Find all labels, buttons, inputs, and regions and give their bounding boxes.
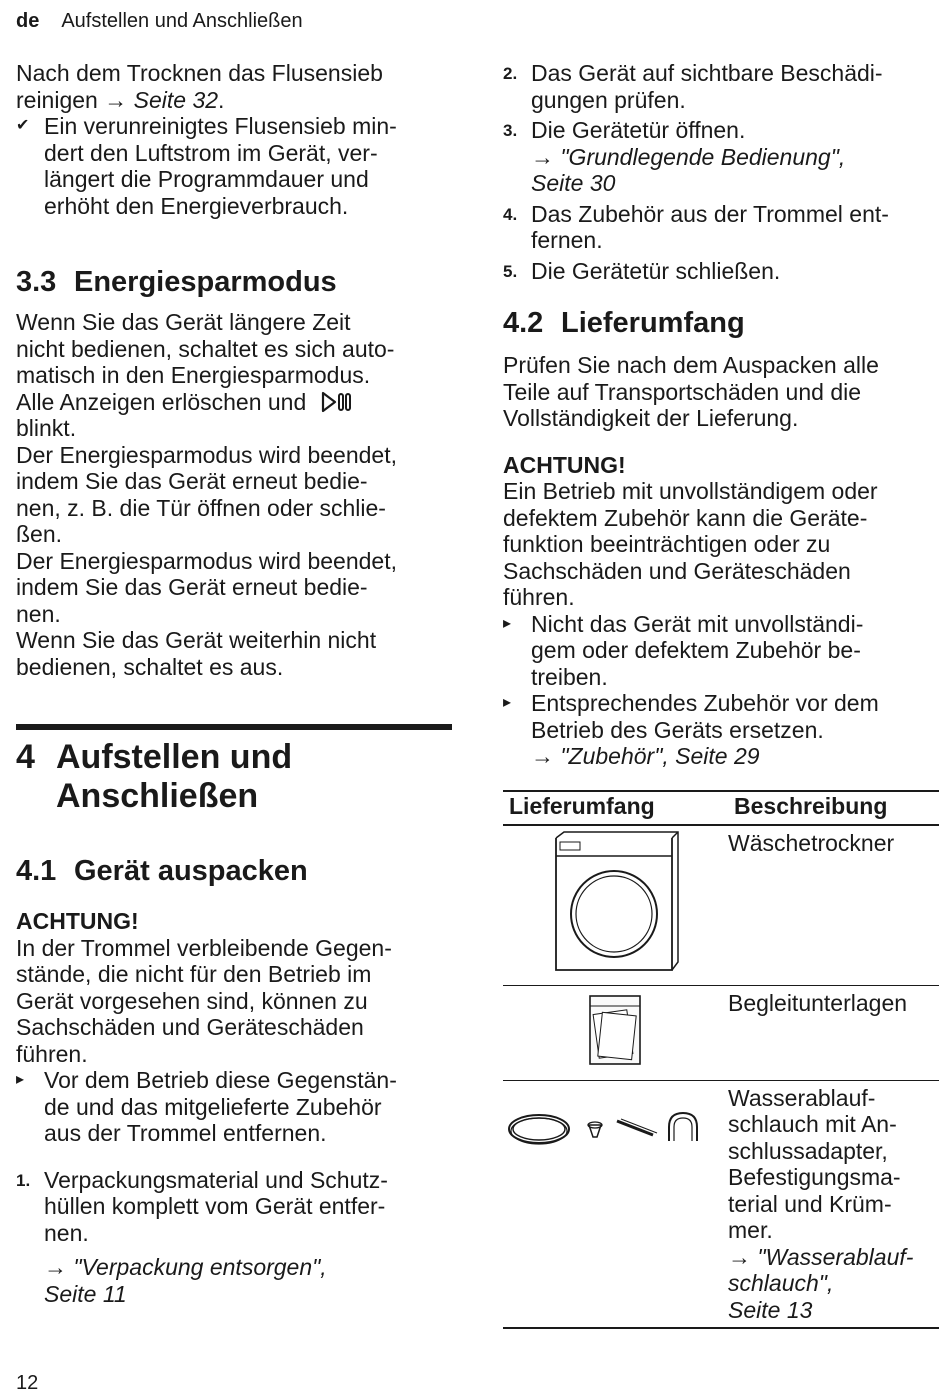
text-line: indem Sie das Gerät erneut bedie- (16, 574, 368, 600)
text-line: Das Gerät auf sichtbare Beschädi- (531, 60, 883, 86)
warning-title: ACHTUNG! (503, 451, 626, 478)
cross-reference-link[interactable]: → "Grundlegende Bedienung", (531, 143, 846, 170)
section-title: Lieferumfang (561, 307, 745, 339)
text-line: treiben. (531, 663, 608, 690)
text-line: nen. (16, 600, 61, 627)
text-line: Teile auf Transportschäden und die (503, 378, 862, 405)
text-line (16, 389, 452, 416)
text-line: führen. (503, 584, 575, 610)
table-header-row (503, 791, 939, 825)
text-line: Die Gerätetür öffnen. (531, 117, 746, 143)
step-number: 1. (16, 1170, 31, 1190)
column-header: Beschreibung (728, 791, 939, 825)
item-image-cell (503, 825, 728, 986)
text-line: bedienen, schaltet es aus. (16, 653, 284, 680)
step-4 (503, 201, 939, 254)
text-line: Der Energiesparmodus wird beendet, (16, 547, 397, 574)
text-line: längert die Programmdauer und (44, 166, 369, 192)
intro-line: Nach dem Trocknen das Flusensieb (16, 60, 383, 86)
delivery-scope-table (503, 790, 939, 1330)
intro-suffix: . (218, 86, 225, 113)
description-text: Begleitunterlagen (728, 990, 908, 1016)
text-line: Betrieb des Geräts ersetzen. (531, 716, 824, 743)
item-image-cell (503, 986, 728, 1081)
page-link[interactable]: Seite 32 (133, 86, 219, 113)
description-cell (728, 986, 939, 1081)
column-header: Lieferumfang (503, 791, 728, 825)
triangle-bullet-icon: ▸ (16, 1071, 25, 1088)
intro-line (16, 87, 452, 114)
step-number: 4. (503, 204, 518, 224)
documents-illustration (586, 990, 646, 1070)
text-line: Der Energiesparmodus wird beendet, (16, 441, 397, 468)
result-item (16, 113, 452, 219)
right-column (503, 60, 939, 1329)
dryer-illustration (546, 830, 686, 976)
chapter-title-line: Aufstellen und (56, 738, 293, 776)
cross-reference-link[interactable]: Seite 11 (44, 1280, 127, 1307)
step-number: 3. (503, 121, 518, 140)
step-2 (503, 60, 939, 113)
sec33-body (16, 309, 452, 680)
hose-accessories-illustration (503, 1105, 713, 1155)
checkmark-icon: ✔ (16, 117, 30, 134)
action-item (503, 611, 939, 691)
step-number: 2. (503, 64, 518, 83)
section-number: 4.2 (503, 307, 544, 339)
text-line: aus der Trommel entfernen. (44, 1120, 327, 1146)
text-line: gungen prüfen. (531, 86, 686, 113)
cross-reference-link[interactable]: → "Verpackung entsorgen", (44, 1254, 327, 1280)
text-line: Sachschäden und Geräteschäden (16, 1014, 364, 1040)
text-line: Wenn Sie das Gerät längere Zeit (16, 309, 351, 335)
text-line: indem Sie das Gerät erneut bedie- (16, 468, 368, 494)
text-line: defektem Zubehör kann die Geräte- (503, 504, 868, 531)
text-line: führen. (16, 1040, 88, 1067)
sec42-body (503, 352, 939, 432)
text-line: fernen. (531, 227, 603, 253)
text-line: Verpackungsmaterial und Schutz- (44, 1166, 388, 1193)
description-text: Wasserablauf- (728, 1084, 876, 1111)
page-header (16, 8, 303, 34)
description-cell (728, 1080, 939, 1328)
text-line: hüllen komplett vom Gerät entfer- (44, 1193, 386, 1219)
text-line: matisch in den Energiesparmodus. (16, 362, 371, 388)
description-text: schlauch mit An- (728, 1111, 897, 1137)
action-item (16, 1067, 452, 1147)
chapter-title-line: Anschließen (56, 777, 259, 815)
section-heading-4-2 (503, 306, 939, 340)
header-title: Aufstellen und Anschließen (61, 10, 303, 32)
chapter-title (16, 738, 452, 777)
table-row (503, 986, 939, 1081)
page-number: 12 (16, 1372, 39, 1394)
step-1 (16, 1167, 452, 1308)
text-line: In der Trommel verbleibende Gegen- (16, 934, 392, 961)
text-line: stände, die nicht für den Betrieb im (16, 961, 372, 987)
cross-reference-link[interactable]: → "Wasserablauf- (728, 1243, 914, 1270)
cross-reference-link[interactable]: → "Zubehör", Seite 29 (531, 743, 760, 769)
text-line: Die Gerätetür schließen. (531, 257, 781, 284)
text-span: Alle Anzeigen erlöschen und (16, 388, 307, 415)
text-line: Nicht das Gerät mit unvollständi- (531, 610, 864, 637)
item-image-cell (503, 1080, 728, 1328)
chapter-heading-4 (16, 724, 452, 816)
text-line: Das Zubehör aus der Trommel ent- (531, 200, 889, 227)
section-title: Gerät auspacken (74, 855, 308, 887)
triangle-bullet-icon: ▸ (503, 614, 512, 632)
section-heading-3-3 (16, 265, 452, 299)
text-line: Prüfen Sie nach dem Auspacken alle (503, 352, 879, 378)
section-number: 4.1 (16, 855, 57, 887)
text-line: Sachschäden und Geräteschäden (503, 557, 851, 584)
section-title: Energiesparmodus (74, 266, 337, 298)
section-number: 3.3 (16, 266, 57, 298)
warning-title: ACHTUNG! (16, 908, 139, 934)
intro-prefix: reinigen → (16, 86, 134, 113)
description-text: terial und Krüm- (728, 1190, 892, 1217)
description-text: schlussadapter, (728, 1137, 888, 1164)
text-line: dert den Luftstrom im Gerät, ver- (44, 139, 378, 166)
left-column (16, 60, 452, 1307)
description-text: Wäschetrockner (728, 829, 895, 856)
description-cell (728, 825, 939, 986)
text-line: de und das mitgelieferte Zubehör (44, 1093, 382, 1120)
text-line: Entsprechendes Zubehör vor dem (531, 690, 879, 716)
text-line: Vollständigkeit der Lieferung. (503, 405, 799, 431)
cross-reference-link[interactable]: schlauch", (728, 1270, 834, 1296)
text-line: nen. (44, 1219, 89, 1246)
action-item (503, 690, 939, 770)
text-line: blinkt. (16, 415, 77, 441)
cross-reference-link[interactable]: Seite 30 (531, 170, 616, 196)
text-line: Ein Betrieb mit unvollständigem oder (503, 478, 878, 504)
step-5 (503, 258, 939, 285)
text-line: nicht bedienen, schaltet es sich auto- (16, 335, 395, 362)
section-heading-4-1 (16, 854, 452, 888)
text-line: Wenn Sie das Gerät weiterhin nicht (16, 627, 377, 653)
triangle-bullet-icon: ▸ (503, 694, 512, 711)
text-line: Vor dem Betrieb diese Gegenstän- (44, 1067, 397, 1093)
step-3 (503, 117, 939, 197)
text-line: Ein verunreinigtes Flusensieb min- (44, 113, 397, 139)
description-text: Befestigungsma- (728, 1164, 901, 1190)
text-line: Gerät vorgesehen sind, können zu (16, 987, 368, 1014)
description-text: mer. (728, 1217, 773, 1243)
language-code: de (16, 10, 40, 32)
text-line: gem oder defektem Zubehör be- (531, 637, 861, 663)
table-row (503, 1080, 939, 1328)
step-number: 5. (503, 261, 518, 281)
text-line: funktion beeinträchtigen oder zu (503, 531, 831, 557)
cross-reference-link[interactable]: Seite 13 (728, 1296, 813, 1323)
chapter-number: 4 (16, 738, 35, 776)
start-pause-icon (319, 390, 355, 414)
text-line: ßen. (16, 521, 63, 547)
text-line: erhöht den Energieverbrauch. (44, 192, 349, 219)
text-line: nen, z. B. die Tür öffnen oder schlie- (16, 494, 386, 521)
table-row (503, 825, 939, 986)
